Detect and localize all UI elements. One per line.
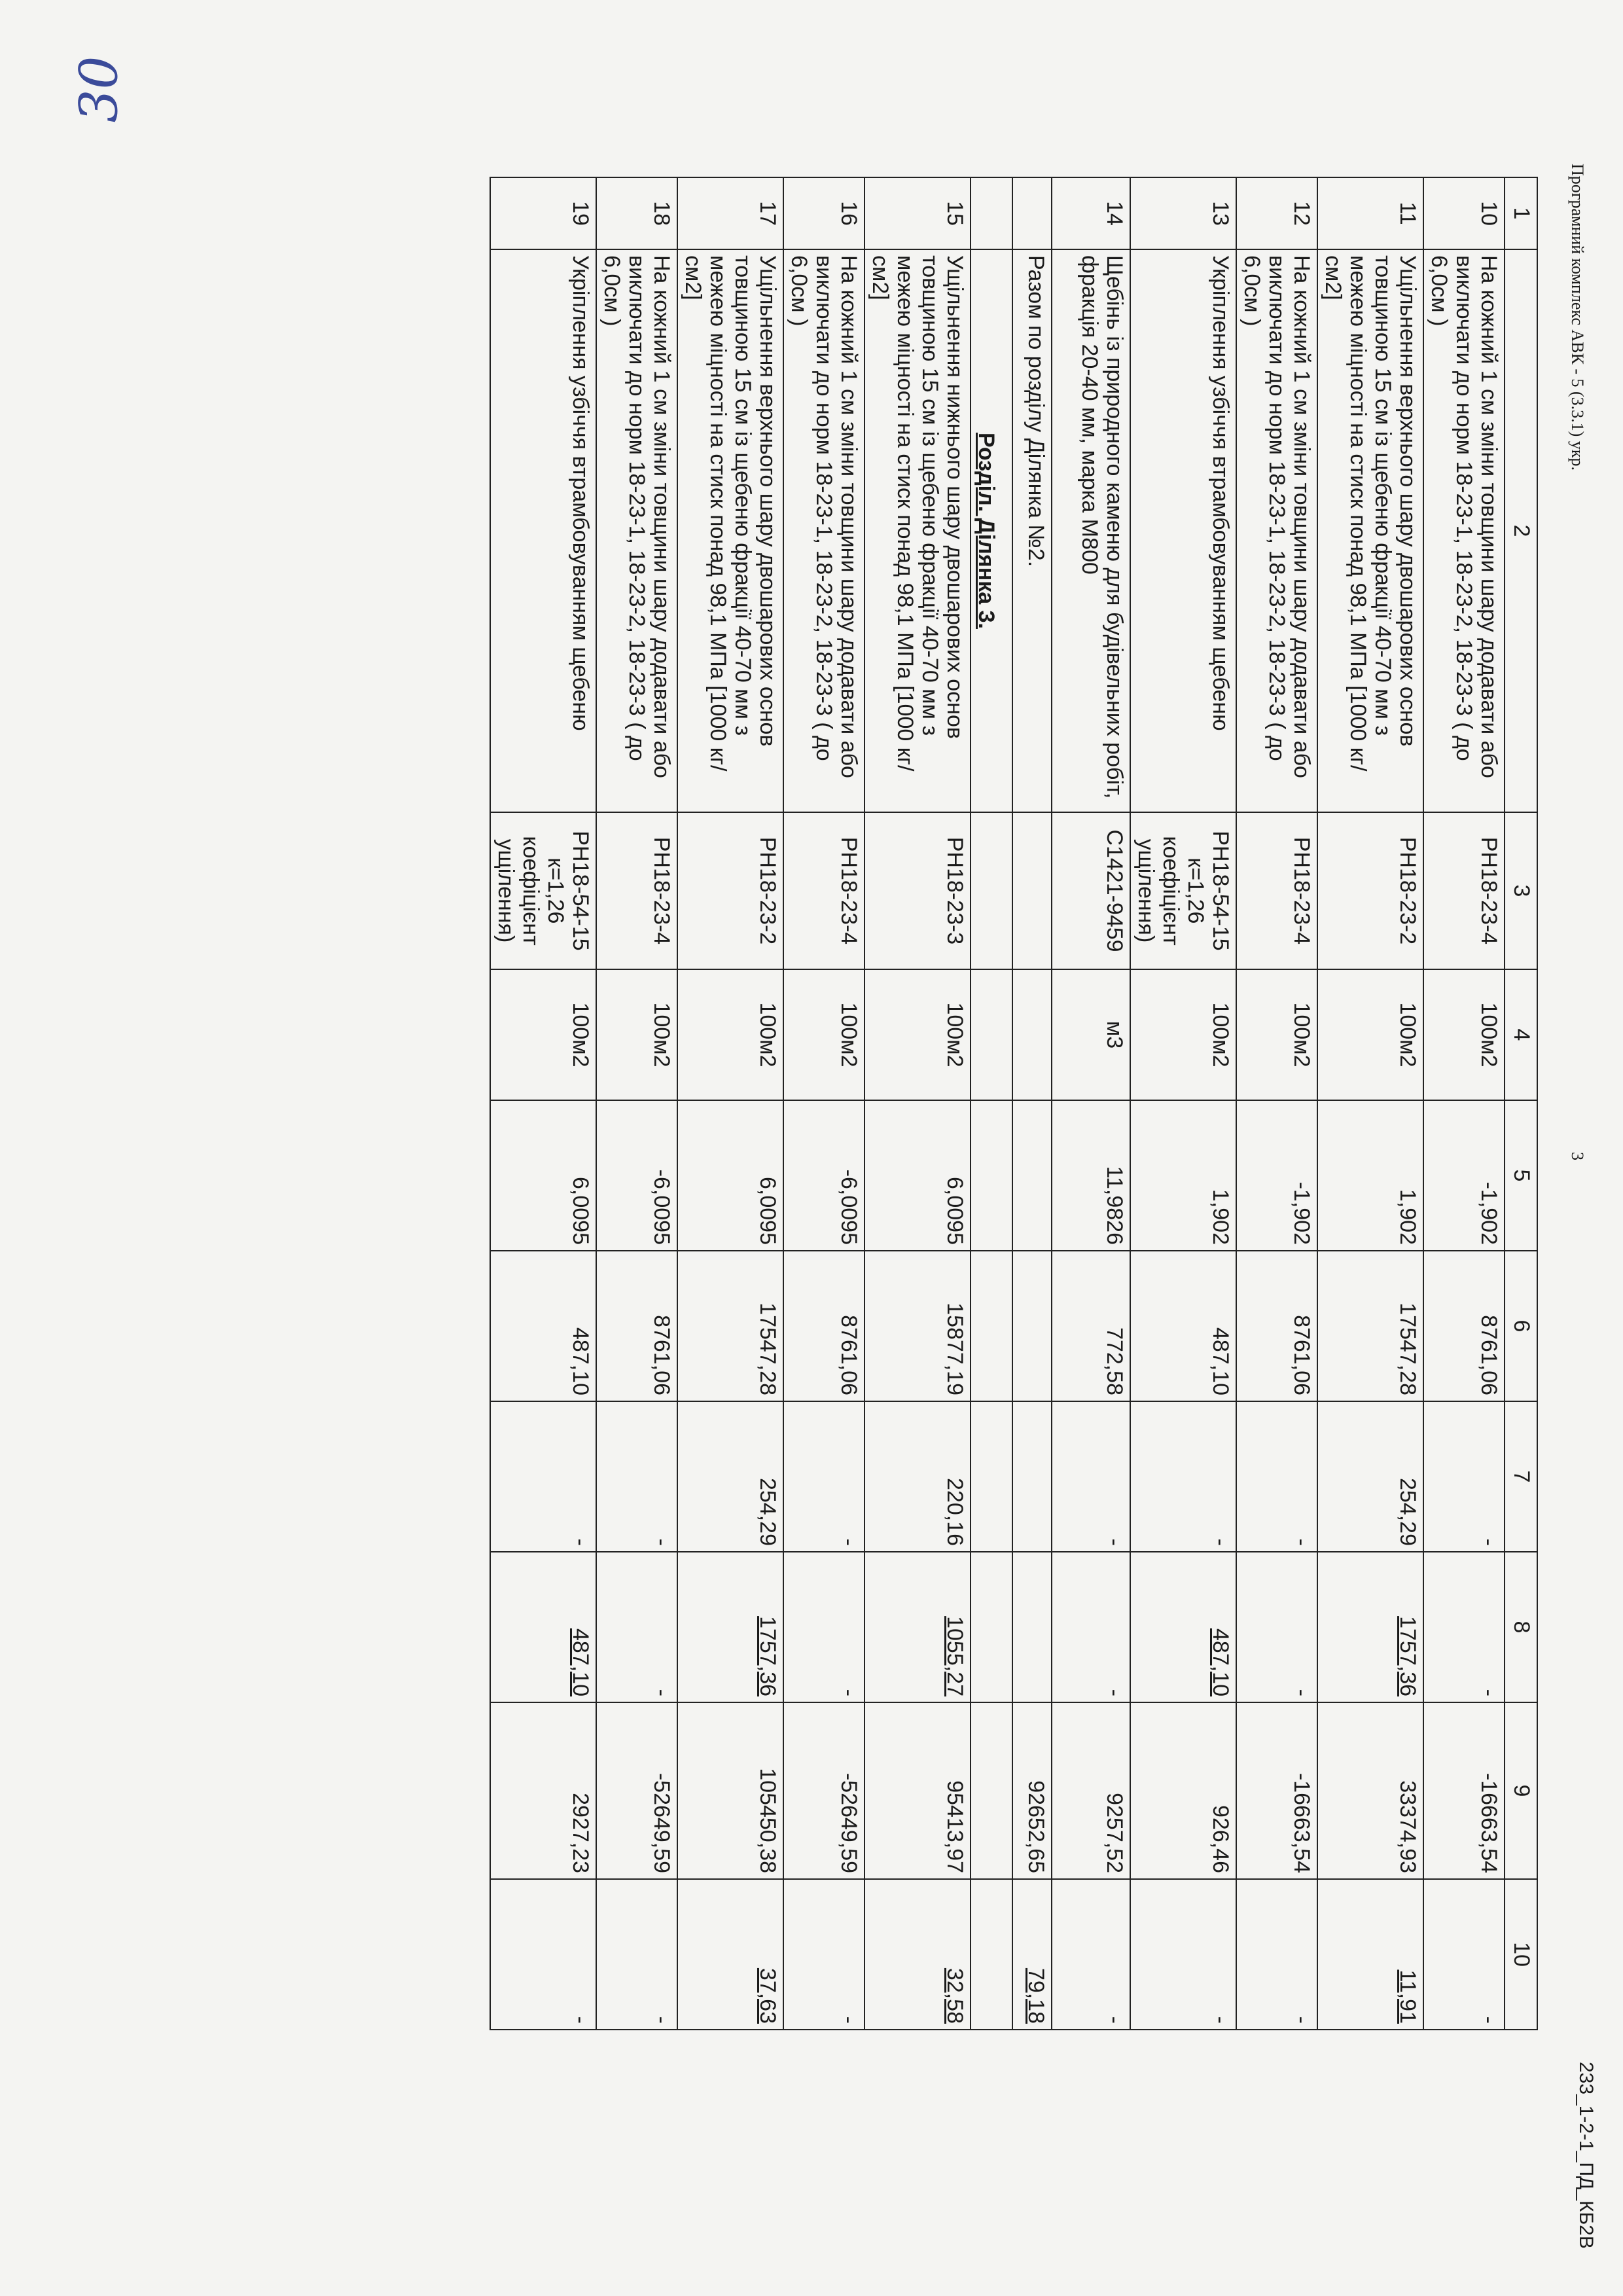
cell-price: 772,58 [1052, 1251, 1130, 1401]
cell-unit: 100м2 [783, 969, 865, 1100]
cell-desc: Щебінь із природного каменю для будівельних робіт, фракція 20-40 мм, марка М800 [1052, 249, 1130, 812]
cell-c7: 220,16 [865, 1401, 971, 1552]
subtotal-row [1012, 177, 1052, 2030]
cell-c8: - [783, 1552, 865, 1702]
col-header: 5 [1505, 1100, 1537, 1251]
cell-c10: - [1130, 1879, 1236, 2030]
cell-c10: - [1423, 1879, 1505, 2030]
handwritten-page-number: 30 [68, 56, 130, 123]
cell-code: РН18-23-4 [596, 812, 677, 969]
cell-unit: м3 [1052, 969, 1130, 1100]
cell-n: 11 [1317, 177, 1423, 249]
cell-desc: Ущільнення верхнього шару двошарових основ товщиною 15 см із щебеню фракції 40-70 мм з межею міцності на стиск понад 98,1 МПа [1000 кг/см2] [1317, 249, 1423, 812]
col-header: 2 [1505, 249, 1537, 812]
cell-c7: 254,29 [1317, 1401, 1423, 1552]
cell-n: 14 [1052, 177, 1130, 249]
estimate-table [490, 177, 1538, 2030]
cell-price: 17547,28 [677, 1251, 783, 1401]
cell-c9: 2927,23 [490, 1702, 596, 1879]
cell-n: 10 [1423, 177, 1505, 249]
cell-c10 [971, 1879, 1012, 2030]
cell-c8: - [1052, 1552, 1130, 1702]
cell-qty: -6,0095 [596, 1100, 677, 1251]
col-header: 9 [1505, 1702, 1537, 1879]
cell-price: 8761,06 [783, 1251, 865, 1401]
cell-c7: - [783, 1401, 865, 1552]
cell-c8: 487,10 [1130, 1552, 1236, 1702]
cell-price: 487,10 [1130, 1251, 1236, 1401]
cell-unit: 100м2 [677, 969, 783, 1100]
cell-price [1012, 1251, 1052, 1401]
cell-unit: 100м2 [1423, 969, 1505, 1100]
cell-n: 13 [1130, 177, 1236, 249]
cell-code: РН18-23-3 [865, 812, 971, 969]
cell-desc: Розділ. Ділянка 3. [971, 249, 1012, 812]
cell-qty [1012, 1100, 1052, 1251]
cell-c9: 105450,38 [677, 1702, 783, 1879]
cell-code: РН18-23-4 [783, 812, 865, 969]
col-header: 6 [1505, 1251, 1537, 1401]
cell-desc: На кожний 1 см зміни товщини шару додавати або виключати до норм 18-23-1, 18-23-2, 18-23-3 ( до 6,0см ) [1423, 249, 1505, 812]
cell-qty: 11,9826 [1052, 1100, 1130, 1251]
cell-c8: - [1236, 1552, 1317, 1702]
cell-code: С1421-9459 [1052, 812, 1130, 969]
cell-price: 17547,28 [1317, 1251, 1423, 1401]
cell-price [971, 1251, 1012, 1401]
cell-c9: -16663,54 [1236, 1702, 1317, 1879]
cell-c10: 32,58 [865, 1879, 971, 2030]
software-header: Програмний комплекс АВК - 5 (3.3.1) укр. [1568, 164, 1587, 471]
table-row [1423, 177, 1505, 2030]
cell-qty: 6,0095 [865, 1100, 971, 1251]
cell-price: 487,10 [490, 1251, 596, 1401]
cell-n: 18 [596, 177, 677, 249]
table-row [677, 177, 783, 2030]
cell-c9: -52649,59 [783, 1702, 865, 1879]
cell-c10: 79,18 [1012, 1879, 1052, 2030]
table-row [596, 177, 677, 2030]
cell-desc: Ущільнення верхнього шару двошарових основ товщиною 15 см із щебеню фракції 40-70 мм з межею міцності на стиск понад 98,1 МПа [1000 кг/см2] [677, 249, 783, 812]
cell-c8: - [1423, 1552, 1505, 1702]
cell-qty: 1,902 [1130, 1100, 1236, 1251]
cell-qty: 6,0095 [677, 1100, 783, 1251]
cell-desc: Ущільнення нижнього шару двошарових основ товщиною 15 см із щебеню фракції 40-70 мм з межею міцності на стиск понад 98,1 МПа [1000 кг/см2] [865, 249, 971, 812]
cell-desc: Разом по розділу Ділянка №2. [1012, 249, 1052, 812]
cell-c7 [971, 1401, 1012, 1552]
cell-c8 [971, 1552, 1012, 1702]
cell-c8 [1012, 1552, 1052, 1702]
col-header: 3 [1505, 812, 1537, 969]
col-header: 8 [1505, 1552, 1537, 1702]
col-header: 7 [1505, 1401, 1537, 1552]
cell-unit: 100м2 [1130, 969, 1236, 1100]
cell-price: 15877,19 [865, 1251, 971, 1401]
cell-code [971, 812, 1012, 969]
cell-price: 8761,06 [596, 1251, 677, 1401]
table-row [865, 177, 971, 2030]
cell-qty: -1,902 [1423, 1100, 1505, 1251]
section-heading-row [971, 177, 1012, 2030]
cell-c7: - [490, 1401, 596, 1552]
col-header: 10 [1505, 1879, 1537, 2030]
cell-code: РН18-23-2 [1317, 812, 1423, 969]
cell-c7 [1012, 1401, 1052, 1552]
cell-qty: -1,902 [1236, 1100, 1317, 1251]
cell-c10: 37,63 [677, 1879, 783, 2030]
cell-desc: Укріплення узбіччя втрамбовуванням щебеню [1130, 249, 1236, 812]
cell-price: 8761,06 [1423, 1251, 1505, 1401]
table-row [783, 177, 865, 2030]
col-header: 1 [1505, 177, 1537, 249]
cell-c7: - [1130, 1401, 1236, 1552]
cell-unit: 100м2 [1236, 969, 1317, 1100]
cell-c10: - [1052, 1879, 1130, 2030]
cell-unit: 100м2 [490, 969, 596, 1100]
cell-code [1012, 812, 1052, 969]
cell-desc: На кожний 1 см зміни товщини шару додавати або виключати до норм 18-23-1, 18-23-2, 18-23-3 ( до 6,0см ) [783, 249, 865, 812]
cell-unit [1012, 969, 1052, 1100]
cell-code: РН18-23-2 [677, 812, 783, 969]
cell-c7: - [1236, 1401, 1317, 1552]
column-header-row [1505, 177, 1537, 2030]
cell-c9: -52649,59 [596, 1702, 677, 1879]
cell-qty [971, 1100, 1012, 1251]
cell-code: РН18-23-4 [1423, 812, 1505, 969]
cell-c10: - [490, 1879, 596, 2030]
cell-c9: 92652,65 [1012, 1702, 1052, 1879]
cell-n: 17 [677, 177, 783, 249]
cell-c7: - [1052, 1401, 1130, 1552]
cell-c8: 1055,27 [865, 1552, 971, 1702]
cell-n: 19 [490, 177, 596, 249]
cell-n [1012, 177, 1052, 249]
cell-c7: 254,29 [677, 1401, 783, 1552]
cell-code: РН18-23-4 [1236, 812, 1317, 969]
cell-code: РН18-54-15 к=1,26 коефіцієнт ущілення) [1130, 812, 1236, 969]
cell-price: 8761,06 [1236, 1251, 1317, 1401]
cell-c8: 1757,36 [677, 1552, 783, 1702]
cell-unit: 100м2 [1317, 969, 1423, 1100]
cell-c9: 33374,93 [1317, 1702, 1423, 1879]
cell-desc: На кожний 1 см зміни товщини шару додавати або виключати до норм 18-23-1, 18-23-2, 18-23-3 ( до 6,0см ) [1236, 249, 1317, 812]
cell-desc: На кожний 1 см зміни товщини шару додавати або виключати до норм 18-23-1, 18-23-2, 18-23-3 ( до 6,0см ) [596, 249, 677, 812]
table-row [1317, 177, 1423, 2030]
cell-c10: 11,91 [1317, 1879, 1423, 2030]
cell-qty: 6,0095 [490, 1100, 596, 1251]
cell-c8: 1757,36 [1317, 1552, 1423, 1702]
cell-c8: 487,10 [490, 1552, 596, 1702]
page-number: 3 [1568, 1152, 1587, 1160]
table-row [1052, 177, 1130, 2030]
cell-c9 [971, 1702, 1012, 1879]
table-row [1236, 177, 1317, 2030]
cell-c9: -16663,54 [1423, 1702, 1505, 1879]
cell-c7: - [1423, 1401, 1505, 1552]
cell-c10: - [596, 1879, 677, 2030]
cell-qty: -6,0095 [783, 1100, 865, 1251]
cell-c9: 926,46 [1130, 1702, 1236, 1879]
cell-n: 16 [783, 177, 865, 249]
table-row [490, 177, 596, 2030]
cell-n: 15 [865, 177, 971, 249]
cell-n [971, 177, 1012, 249]
cell-unit: 100м2 [596, 969, 677, 1100]
cell-c9: 9257,52 [1052, 1702, 1130, 1879]
cell-c7: - [596, 1401, 677, 1552]
cell-unit [971, 969, 1012, 1100]
cell-code: РН18-54-15 к=1,26 коефіцієнт ущілення) [490, 812, 596, 969]
cell-qty: 1,902 [1317, 1100, 1423, 1251]
col-header: 4 [1505, 969, 1537, 1100]
cell-c8: - [596, 1552, 677, 1702]
table-row [1130, 177, 1236, 2030]
cell-desc: Укріплення узбіччя втрамбовуванням щебеню [490, 249, 596, 812]
cell-unit: 100м2 [865, 969, 971, 1100]
cell-c10: - [783, 1879, 865, 2030]
document-code: 233_1-2-1_ПД_КБ2В [1575, 2062, 1597, 2249]
cell-c9: 95413,97 [865, 1702, 971, 1879]
cell-n: 12 [1236, 177, 1317, 249]
cell-c10: - [1236, 1879, 1317, 2030]
